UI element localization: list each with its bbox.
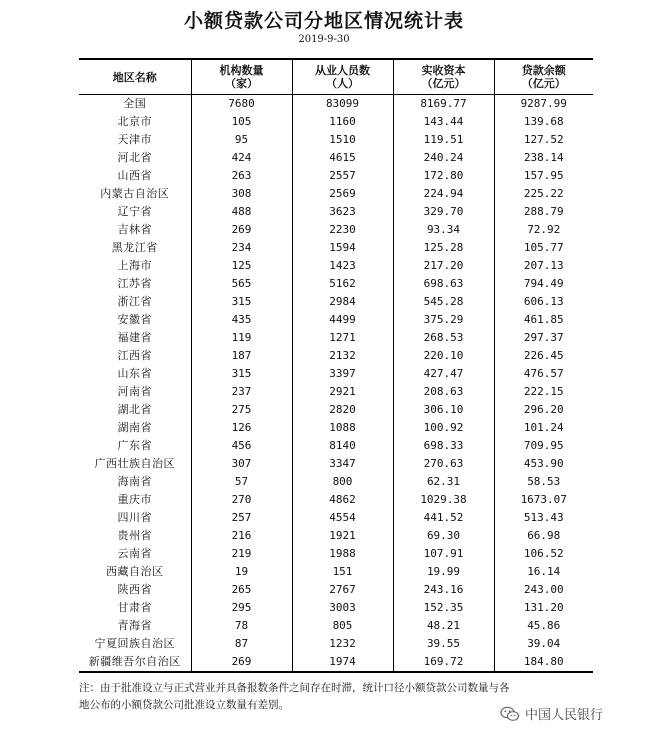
table-row (79, 401, 593, 419)
table-row (79, 275, 593, 293)
region-name-cell: 黑龙江省 (111, 241, 158, 254)
value-cell: 217.20 (393, 257, 494, 275)
value-cell: 270 (191, 491, 292, 509)
value-cell: 237 (191, 383, 292, 401)
value-cell: 424 (191, 149, 292, 167)
value-cell: 288.79 (494, 203, 593, 221)
value-cell: 172.80 (393, 167, 494, 185)
value-cell: 240.24 (393, 149, 494, 167)
column-header-line: （亿元） (421, 77, 466, 90)
value-cell: 476.57 (494, 365, 593, 383)
value-cell: 2230 (292, 221, 393, 239)
value-cell: 1423 (292, 257, 393, 275)
value-cell: 126 (191, 419, 292, 437)
value-cell: 275 (191, 401, 292, 419)
column-header-line: （家） (225, 77, 258, 90)
region-name-cell: 吉林省 (117, 223, 152, 236)
value-cell: 2132 (292, 347, 393, 365)
table-row (79, 617, 593, 635)
value-cell: 453.90 (494, 455, 593, 473)
value-cell: 709.95 (494, 437, 593, 455)
value-cell: 127.52 (494, 131, 593, 149)
value-cell: 435 (191, 311, 292, 329)
value-cell: 545.28 (393, 293, 494, 311)
table-row (79, 509, 593, 527)
value-cell: 100.92 (393, 419, 494, 437)
value-cell: 208.63 (393, 383, 494, 401)
value-cell: 3397 (292, 365, 393, 383)
value-cell: 2820 (292, 401, 393, 419)
table-row (79, 455, 593, 473)
value-cell: 257 (191, 509, 292, 527)
value-cell: 222.15 (494, 383, 593, 401)
value-cell: 19.99 (393, 563, 494, 581)
value-cell: 125.28 (393, 239, 494, 257)
region-name-cell: 全国 (123, 97, 147, 110)
region-name-cell: 宁夏回族自治区 (94, 637, 175, 650)
value-cell: 119.51 (393, 131, 494, 149)
value-cell: 3623 (292, 203, 393, 221)
value-cell: 157.95 (494, 167, 593, 185)
value-cell: 296.20 (494, 401, 593, 419)
value-cell: 315 (191, 365, 292, 383)
value-cell: 238.14 (494, 149, 593, 167)
value-cell: 131.20 (494, 599, 593, 617)
wechat-icon (500, 706, 520, 722)
column-header-line: 地区名称 (112, 70, 157, 84)
value-cell: 152.35 (393, 599, 494, 617)
value-cell: 4554 (292, 509, 393, 527)
table-row (79, 419, 593, 437)
value-cell: 297.37 (494, 329, 593, 347)
value-cell: 1673.07 (494, 491, 593, 509)
table-row (79, 329, 593, 347)
value-cell: 800 (292, 473, 393, 491)
value-cell: 2767 (292, 581, 393, 599)
table-body (79, 95, 593, 673)
value-cell: 805 (292, 617, 393, 635)
region-name-cell: 浙江省 (117, 295, 152, 308)
region-name-cell: 陕西省 (117, 583, 152, 596)
column-header-line: （人） (326, 77, 359, 90)
table-row (79, 257, 593, 275)
value-cell: 315 (191, 293, 292, 311)
column-header-line: 从业人员数 (315, 64, 370, 77)
value-cell: 307 (191, 455, 292, 473)
watermark-text: 中国人民银行 (525, 708, 604, 723)
value-cell: 207.13 (494, 257, 593, 275)
value-cell: 243.00 (494, 581, 593, 599)
value-cell: 3003 (292, 599, 393, 617)
value-cell: 4499 (292, 311, 393, 329)
table-row (79, 383, 593, 401)
value-cell: 698.33 (393, 437, 494, 455)
region-name-cell: 贵州省 (117, 529, 152, 542)
value-cell: 269 (191, 221, 292, 239)
wechat-watermark (500, 704, 603, 723)
value-cell: 243.16 (393, 581, 494, 599)
column-header-line: 贷款余额 (521, 64, 566, 77)
region-name-cell: 北京市 (117, 115, 152, 128)
value-cell: 106.52 (494, 545, 593, 563)
value-cell: 45.86 (494, 617, 593, 635)
value-cell: 62.31 (393, 473, 494, 491)
value-cell: 1988 (292, 545, 393, 563)
column-header (494, 59, 593, 95)
value-cell: 295 (191, 599, 292, 617)
column-header-line: 机构数量 (219, 64, 264, 77)
value-cell: 1921 (292, 527, 393, 545)
footnote-line: 地公布的小额贷款公司批准设立数量有差别。 (79, 699, 289, 711)
value-cell: 220.10 (393, 347, 494, 365)
value-cell: 488 (191, 203, 292, 221)
value-cell: 2569 (292, 185, 393, 203)
column-header (79, 59, 191, 95)
value-cell: 268.53 (393, 329, 494, 347)
value-cell: 794.49 (494, 275, 593, 293)
value-cell: 151 (292, 563, 393, 581)
value-cell: 224.94 (393, 185, 494, 203)
value-cell: 226.45 (494, 347, 593, 365)
value-cell: 513.43 (494, 509, 593, 527)
region-name-cell: 四川省 (117, 511, 152, 524)
region-name-cell: 上海市 (117, 259, 152, 272)
footnote-line: 注：由于批准设立与正式营业并具备报数条件之间存在时滞，统计口径小额贷款公司数量与各 (79, 682, 510, 694)
table-row (79, 149, 593, 167)
value-cell: 308 (191, 185, 292, 203)
value-cell: 265 (191, 581, 292, 599)
value-cell: 1271 (292, 329, 393, 347)
value-cell: 105.77 (494, 239, 593, 257)
value-cell: 39.55 (393, 635, 494, 653)
column-header (292, 59, 393, 95)
table-row (79, 491, 593, 509)
value-cell: 270.63 (393, 455, 494, 473)
value-cell: 5162 (292, 275, 393, 293)
value-cell: 4862 (292, 491, 393, 509)
value-cell: 105 (191, 113, 292, 131)
value-cell: 69.30 (393, 527, 494, 545)
value-cell: 169.72 (393, 653, 494, 672)
value-cell: 107.91 (393, 545, 494, 563)
value-cell: 306.10 (393, 401, 494, 419)
region-name-cell: 新疆维吾尔自治区 (88, 655, 181, 668)
value-cell: 125 (191, 257, 292, 275)
region-name-cell: 天津市 (117, 133, 152, 146)
value-cell: 1088 (292, 419, 393, 437)
value-cell: 66.98 (494, 527, 593, 545)
region-name-cell: 山东省 (117, 367, 152, 380)
region-name-cell: 青海省 (117, 619, 152, 632)
value-cell: 1160 (292, 113, 393, 131)
table-row (79, 167, 593, 185)
value-cell: 375.29 (393, 311, 494, 329)
region-name-cell: 山西省 (117, 169, 152, 182)
table-row (79, 203, 593, 221)
region-name-cell: 广西壮族自治区 (94, 457, 175, 470)
region-name-cell: 西藏自治区 (106, 565, 164, 578)
value-cell: 269 (191, 653, 292, 672)
value-cell: 1232 (292, 635, 393, 653)
value-cell: 187 (191, 347, 292, 365)
region-name-cell: 辽宁省 (117, 205, 152, 218)
value-cell: 143.44 (393, 113, 494, 131)
value-cell: 698.63 (393, 275, 494, 293)
table-header-row (79, 59, 593, 95)
value-cell: 2984 (292, 293, 393, 311)
value-cell: 2921 (292, 383, 393, 401)
value-cell: 4615 (292, 149, 393, 167)
page-title: 小额贷款公司分地区情况统计表 (183, 10, 464, 32)
region-name-cell: 甘肃省 (117, 601, 152, 614)
table-row (79, 653, 593, 672)
value-cell: 9287.99 (494, 95, 593, 114)
table-row (79, 131, 593, 149)
value-cell: 72.92 (494, 221, 593, 239)
table-row (79, 437, 593, 455)
table-row (79, 581, 593, 599)
region-name-cell: 安徽省 (117, 313, 152, 326)
region-name-cell: 江苏省 (117, 277, 152, 290)
value-cell: 461.85 (494, 311, 593, 329)
value-cell: 8169.77 (393, 95, 494, 114)
region-name-cell: 河北省 (117, 151, 152, 164)
table-row (79, 95, 593, 114)
value-cell: 219 (191, 545, 292, 563)
table-row (79, 473, 593, 491)
value-cell: 95 (191, 131, 292, 149)
value-cell: 57 (191, 473, 292, 491)
value-cell: 39.04 (494, 635, 593, 653)
value-cell: 441.52 (393, 509, 494, 527)
value-cell: 427.47 (393, 365, 494, 383)
table-row (79, 239, 593, 257)
table-row (79, 563, 593, 581)
value-cell: 329.70 (393, 203, 494, 221)
value-cell: 83099 (292, 95, 393, 114)
table-row (79, 635, 593, 653)
value-cell: 48.21 (393, 617, 494, 635)
value-cell: 1974 (292, 653, 393, 672)
value-cell: 184.80 (494, 653, 593, 672)
region-name-cell: 湖北省 (117, 403, 152, 416)
value-cell: 19 (191, 563, 292, 581)
region-name-cell: 重庆市 (117, 493, 152, 506)
table-row (79, 527, 593, 545)
table-row (79, 347, 593, 365)
table-row (79, 311, 593, 329)
value-cell: 225.22 (494, 185, 593, 203)
region-name-cell: 江西省 (117, 349, 152, 362)
value-cell: 216 (191, 527, 292, 545)
column-header-line: 实收资本 (421, 64, 466, 77)
region-name-cell: 湖南省 (117, 421, 152, 434)
region-name-cell: 广东省 (117, 439, 152, 452)
value-cell: 93.34 (393, 221, 494, 239)
column-header (393, 59, 494, 95)
value-cell: 119 (191, 329, 292, 347)
table-row (79, 221, 593, 239)
value-cell: 263 (191, 167, 292, 185)
statistics-table (79, 58, 593, 673)
table-row (79, 365, 593, 383)
table-row (79, 293, 593, 311)
region-name-cell: 河南省 (117, 385, 152, 398)
value-cell: 58.53 (494, 473, 593, 491)
region-name-cell: 云南省 (117, 547, 152, 560)
value-cell: 565 (191, 275, 292, 293)
value-cell: 606.13 (494, 293, 593, 311)
value-cell: 456 (191, 437, 292, 455)
column-header-line: （亿元） (521, 77, 566, 90)
value-cell: 87 (191, 635, 292, 653)
value-cell: 2557 (292, 167, 393, 185)
table-row (79, 185, 593, 203)
value-cell: 1594 (292, 239, 393, 257)
value-cell: 8140 (292, 437, 393, 455)
value-cell: 1029.38 (393, 491, 494, 509)
column-header (191, 59, 292, 95)
value-cell: 78 (191, 617, 292, 635)
table-row (79, 599, 593, 617)
value-cell: 7680 (191, 95, 292, 114)
region-name-cell: 海南省 (117, 475, 152, 488)
value-cell: 139.68 (494, 113, 593, 131)
value-cell: 234 (191, 239, 292, 257)
region-name-cell: 福建省 (117, 331, 152, 344)
value-cell: 101.24 (494, 419, 593, 437)
region-name-cell: 内蒙古自治区 (100, 187, 170, 200)
table-row (79, 113, 593, 131)
table-row (79, 545, 593, 563)
value-cell: 16.14 (494, 563, 593, 581)
report-date: 2019-9-30 (298, 34, 350, 45)
value-cell: 3347 (292, 455, 393, 473)
value-cell: 1510 (292, 131, 393, 149)
